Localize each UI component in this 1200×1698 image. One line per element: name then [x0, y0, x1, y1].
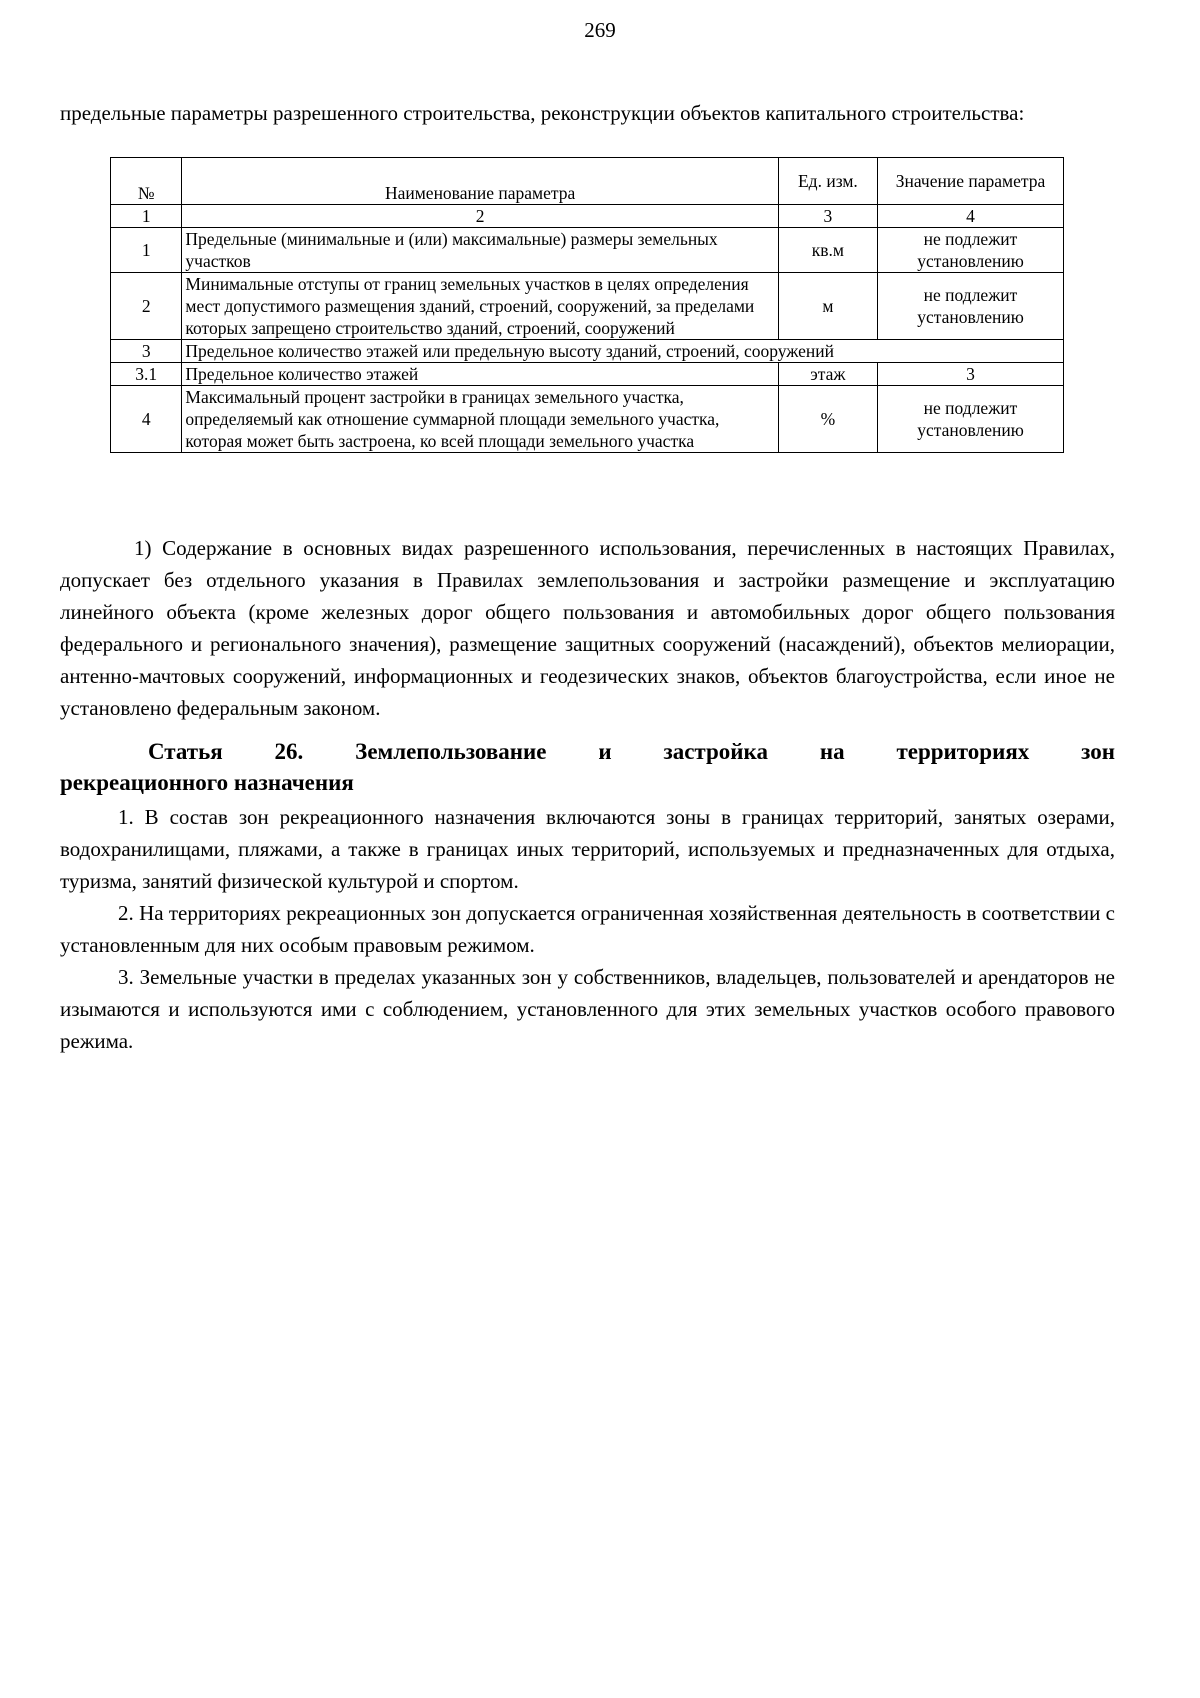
- table-index-row: [111, 205, 1064, 228]
- index-cell: 1: [111, 205, 182, 228]
- article-paragraph: 1. В состав зон рекреационного назначения включаются зоны в границах территорий, занятых озерами, водохранилищами, пляжами, а также в границах иных территорий, используемых и предназначенных для отдыха, туризма, занятий физической культурой и спортом.: [60, 805, 1115, 893]
- row-value: 3: [878, 363, 1064, 386]
- row-name: Максимальный процент застройки в границах земельного участка, определяемый как отношение суммарной площади земельного участка, которая может быть застроена, ко всей площади земельного участка: [182, 386, 778, 453]
- row-num: 2: [111, 273, 182, 340]
- header-num: №: [111, 158, 182, 205]
- index-cell: 3: [778, 205, 877, 228]
- row-name: Минимальные отступы от границ земельных участков в целях определения мест допустимого размещения зданий, строений, сооружений, за пределами которых запрещено строительство зданий, строений, сооружений: [182, 273, 778, 340]
- table-row: [111, 386, 1064, 453]
- row-value: не подлежит установлению: [878, 228, 1064, 273]
- row-num: 3: [111, 340, 182, 363]
- header-unit: Ед. изм.: [778, 158, 877, 205]
- article-paragraph: 2. На территориях рекреационных зон допускается ограниченная хозяйственная деятельность в соответствии с установленным для них особым правовым режимом.: [60, 901, 1115, 957]
- row-unit: м: [778, 273, 877, 340]
- article-paragraph: 3. Земельные участки в пределах указанных зон у собственников, владельцев, пользователей и арендаторов не изымаются и используются ими с соблюдением, установленного для этих земельных участков особого правового режима.: [60, 965, 1115, 1053]
- body-text: [60, 532, 1115, 1057]
- row-name: Предельное количество этажей: [182, 363, 778, 386]
- row-name: Предельное количество этажей или предельную высоту зданий, строений, сооружений: [182, 340, 1064, 363]
- row-unit: %: [778, 386, 877, 453]
- table-row: [111, 273, 1064, 340]
- article-title: [60, 736, 1115, 798]
- row-num: 4: [111, 386, 182, 453]
- parameters-table: [110, 157, 1064, 453]
- index-cell: 2: [182, 205, 778, 228]
- article-title-line1: Статья 26. Землепользование и застройка на территориях зон: [148, 739, 1115, 764]
- row-num: 1: [111, 228, 182, 273]
- header-value: Значение параметра: [878, 158, 1064, 205]
- table-row: [111, 228, 1064, 273]
- page-number: 269: [584, 18, 616, 42]
- table-header-row: [111, 158, 1064, 205]
- intro-text: предельные параметры разрешенного строительства, реконструкции объектов капитального строительства:: [60, 101, 1025, 125]
- row-unit: кв.м: [778, 228, 877, 273]
- table-row: [111, 340, 1064, 363]
- row-value: не подлежит установлению: [878, 273, 1064, 340]
- header-name: Наименование параметра: [182, 158, 778, 205]
- row-name: Предельные (минимальные и (или) максимальные) размеры земельных участков: [182, 228, 778, 273]
- index-cell: 4: [878, 205, 1064, 228]
- row-num: 3.1: [111, 363, 182, 386]
- note-paragraph: 1) Содержание в основных видах разрешенного использования, перечисленных в настоящих Правилах, допускает без отдельного указания в Правилах землепользования и застройки размещение и эксплуатацию линейного объекта (кроме железных дорог общего пользования и автомобильных дорог общего пользования федерального и регионального значения), размещение защитных сооружений (насаждений), объектов мелиорации, антенно-мачтовых сооружений, информационных и геодезических знаков, объектов благоустройства, если иное не установлено федеральным законом.: [60, 536, 1115, 720]
- row-unit: этаж: [778, 363, 877, 386]
- article-title-line2: рекреационного назначения: [60, 770, 354, 795]
- row-value: не подлежит установлению: [878, 386, 1064, 453]
- table-row: [111, 363, 1064, 386]
